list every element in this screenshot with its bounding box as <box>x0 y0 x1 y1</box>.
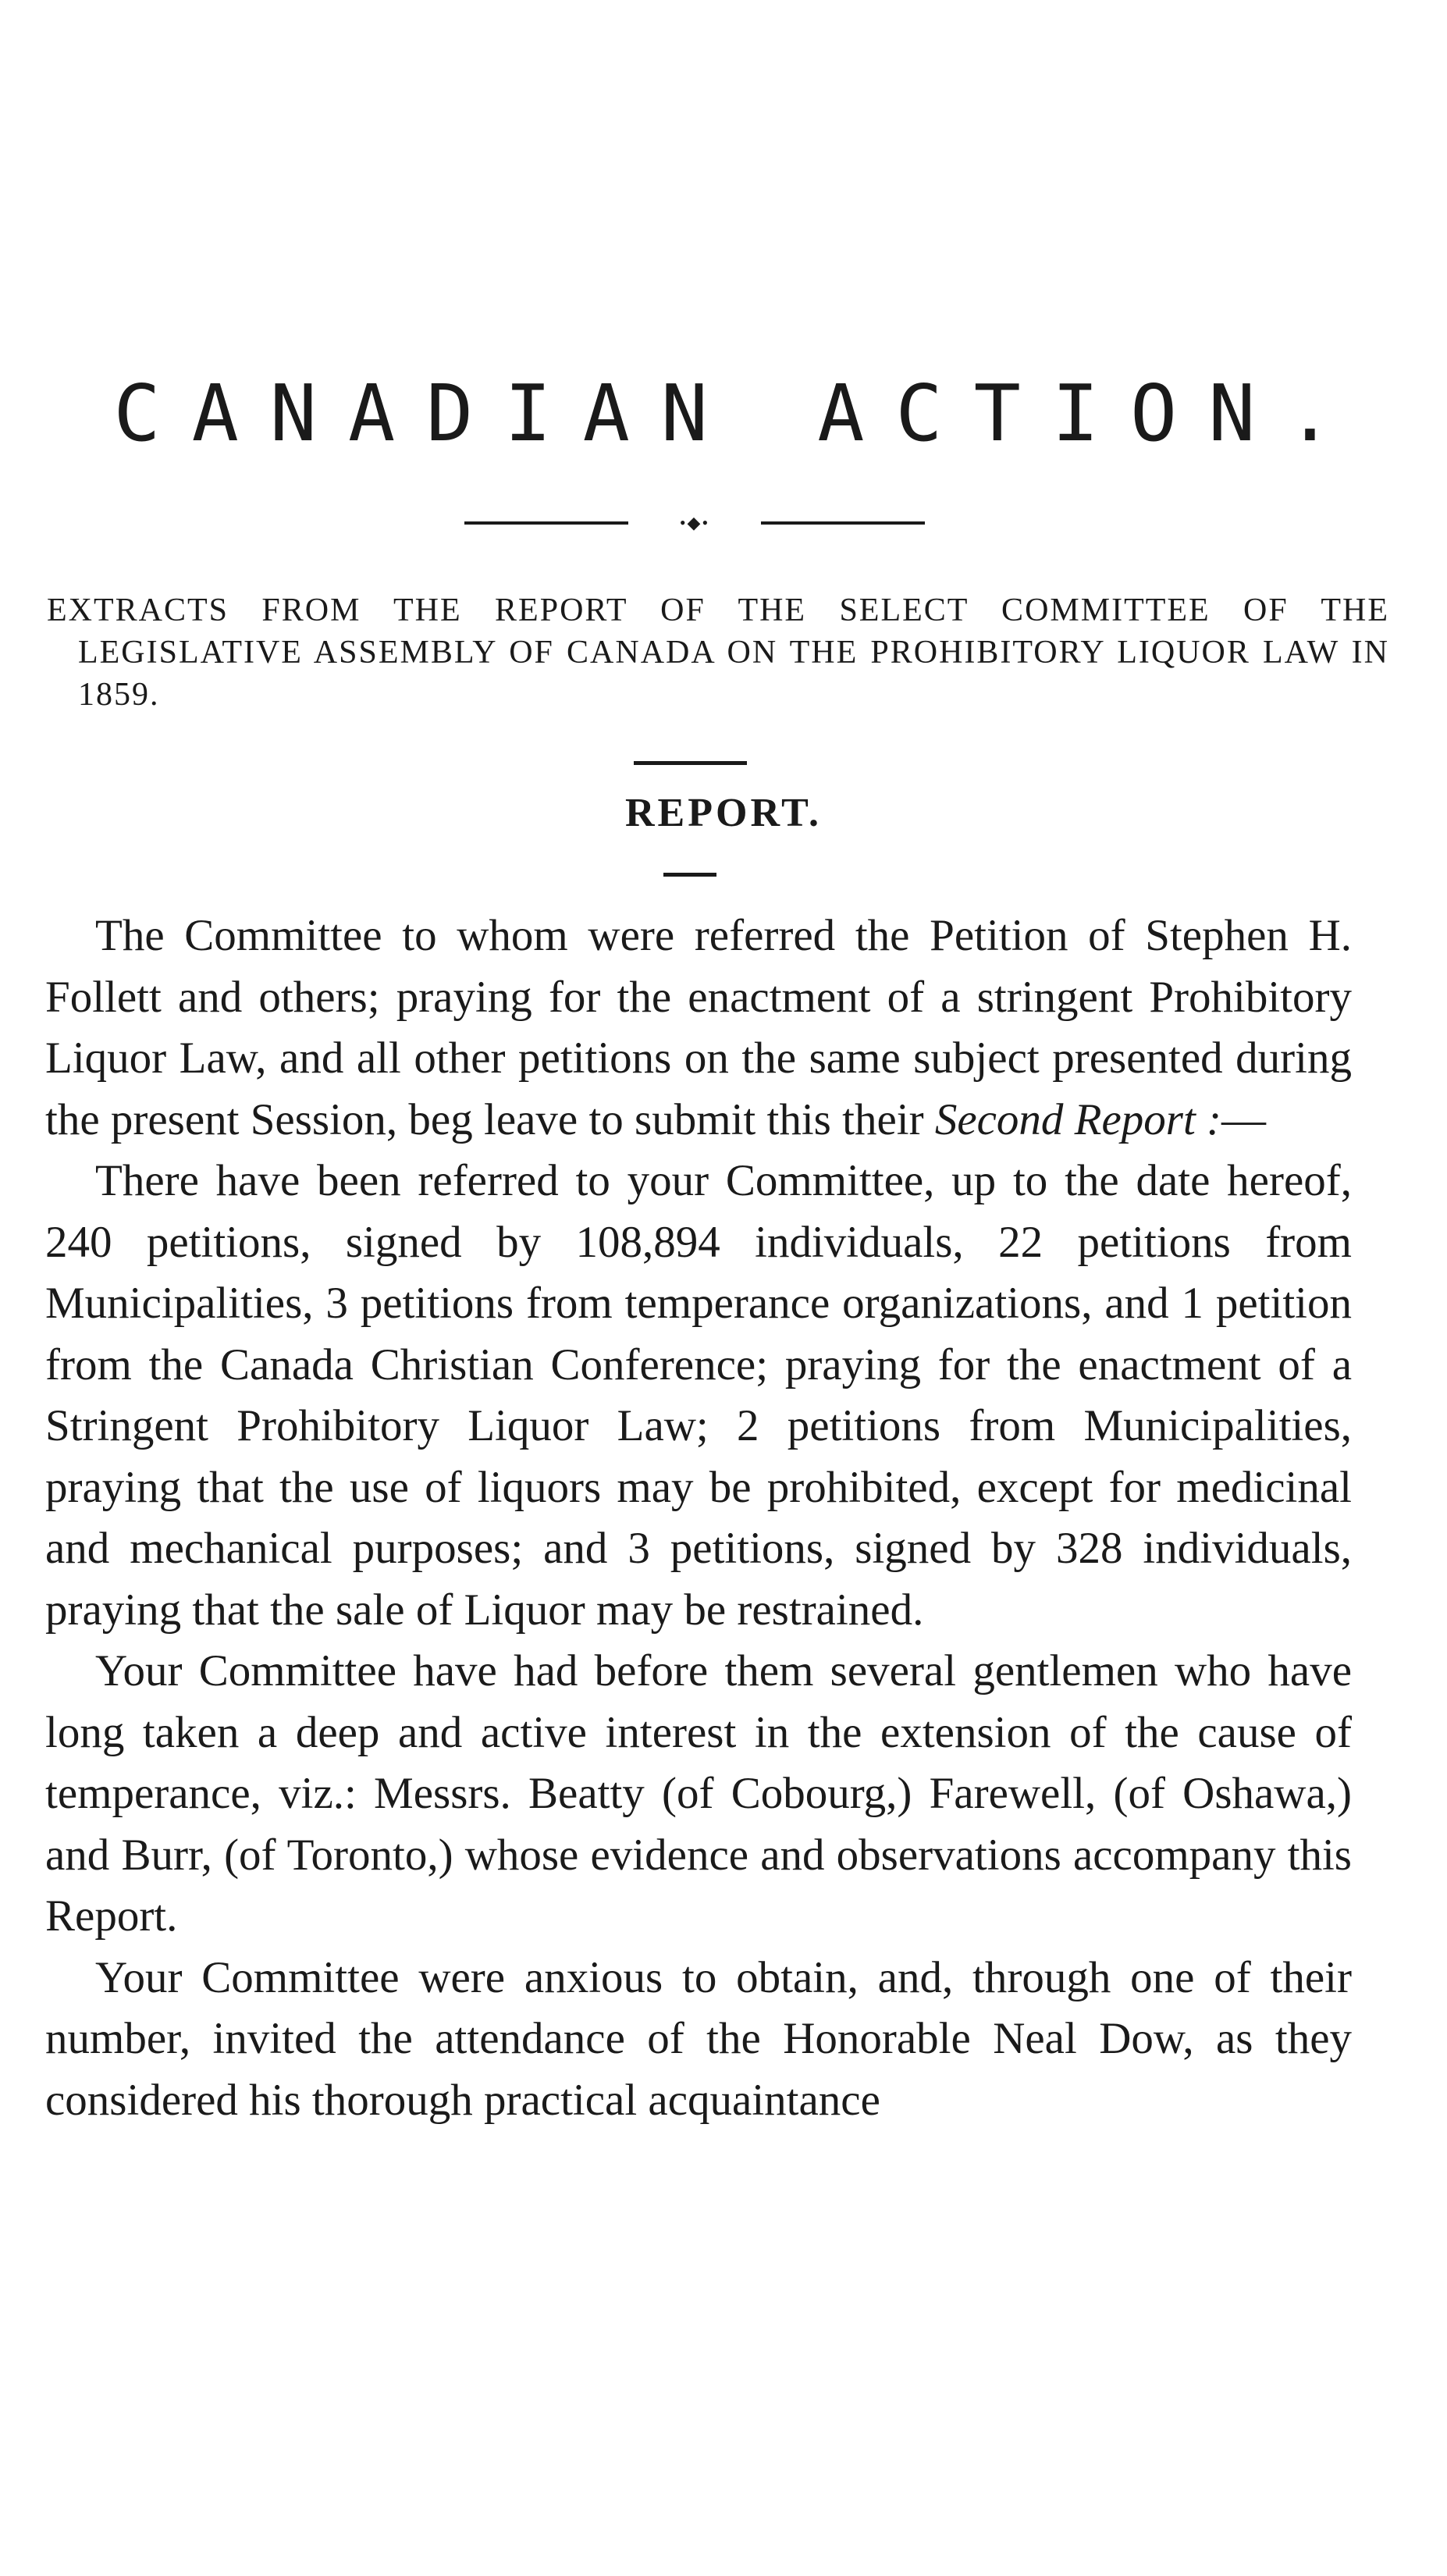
section-divider-top <box>634 761 747 765</box>
report-heading: REPORT. <box>625 791 822 835</box>
ornament-left-line <box>464 521 628 525</box>
paragraph-3: Your Committee have had before them several gentlemen who have long taken a deep and active interest in the extension of the cause of temperance, viz.: Messrs. Beatty (of Cobourg,) Farewell, (of Oshawa,) and Burr, (of Toronto,) whose evidence and observations accompany this Report. <box>45 1646 1352 1941</box>
paragraph-1 <box>45 906 1352 1151</box>
paragraph-1-dash: — <box>1221 1094 1267 1144</box>
title-ornament-divider <box>464 515 925 531</box>
ornament-right-line <box>761 521 925 525</box>
second-report-italic: Second Report : <box>934 1094 1222 1144</box>
paragraph-1-text: The Committee to whom were referred the Petition of Stephen H. Follett and others; praying for the enactment of a stringent Prohibitory Liquor Law, and all other petitions on the same subject presented during the present Session, beg leave to submit this their <box>45 911 1352 1144</box>
section-divider-bottom <box>663 873 716 877</box>
page-title: CANADIAN ACTION. <box>113 368 1365 459</box>
report-body <box>45 906 1352 2131</box>
extracts-heading: EXTRACTS FROM THE REPORT OF THE SELECT COMMITTEE OF THE LEGISLATIVE ASSEMBLY OF CANADA ON THE PROHIBITORY LIQUOR LAW IN 1859. <box>47 592 1389 713</box>
paragraph-2: There have been referred to your Committee, up to the date hereof, 240 petitions, signed by 108,894 individuals, 22 petitions from Municipalities, 3 petitions from temperance organizations, and 1 petition from the Canada Christian Conference; praying for the enactment of a Stringent Prohibitory Liquor Law; 2 petitions from Municipalities, praying that the use of liquors may be prohibited, except for medicinal and mechanical purposes; and 3 petitions, signed by 328 individuals, praying that the sale of Liquor may be restrained. <box>45 1156 1352 1635</box>
ornament-dots: •◆• <box>679 513 710 532</box>
paragraph-4: Your Committee were anxious to obtain, and, through one of their number, invited the attendance of the Honorable Neal Dow, as they considered his thorough practical acquaintance <box>45 1952 1352 2125</box>
